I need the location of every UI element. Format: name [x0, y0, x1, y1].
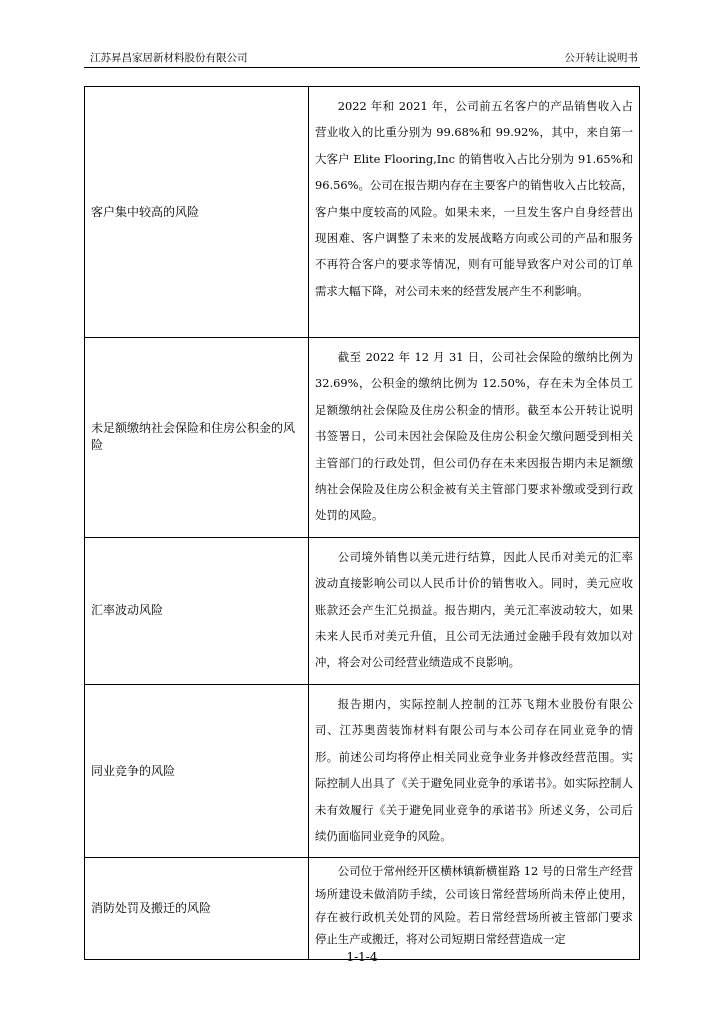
risk-name-cell: 同业竞争的风险	[85, 684, 309, 857]
risk-description-cell	[309, 537, 640, 684]
page-header	[84, 50, 640, 68]
table-row	[85, 537, 640, 684]
table-row	[85, 87, 640, 338]
table-row	[85, 858, 640, 959]
risk-description-cell	[309, 684, 640, 857]
risk-description: 公司位于常州经开区横林镇新横崔路 12 号的日常生产经营场所建设未做消防手续，公司该日常经营场所尚未停止使用，存在被行政机关处罚的风险。若日常经营场所被主管部门要求停止生产或搬迁，将对公司短期日常经营造成一定	[315, 864, 633, 947]
risk-description: 报告期内，实际控制人控制的江苏飞翔木业股份有限公司、江苏奥茵装饰材料有限公司与本公司存在同业竞争的情形。前述公司均将停止相关同业竞争业务并修改经营范围。实际控制人出具了《关于避免同业竞争的承诺书》。如实际控制人未有效履行《关于避免同业竞争的承诺书》所述义务，公司后续仍面临同业竞争的风险。	[315, 696, 633, 843]
table-row	[85, 684, 640, 857]
header-company-name: 江苏昇昌家居新材料股份有限公司	[90, 52, 248, 64]
risk-name-cell: 客户集中较高的风险	[85, 87, 309, 338]
risk-description: 截至 2022 年 12 月 31 日，公司社会保险的缴纳比例为 32.69%，公积金的缴纳比例为 12.50%，存在未为全体员工足额缴纳社会保险及住房公积金的情形。截至本公开转让说明书签署日，公司未因社会保险及住房公积金欠缴问题受到相关主管部门的行政处罚，但公司仍存在未来因报告期内未足额缴纳社会保险及住房公积金被有关主管部门要求补缴或受到行政处罚的风险。	[315, 350, 633, 523]
page-number: 1-1-4	[346, 950, 378, 964]
risk-name-cell: 消防处罚及搬迁的风险	[85, 858, 309, 959]
risk-table	[84, 86, 640, 960]
risk-name-cell: 未足额缴纳社会保险和住房公积金的风险	[85, 338, 309, 538]
risk-description-cell	[309, 858, 640, 959]
risk-description-cell	[309, 87, 640, 338]
table-row	[85, 338, 640, 538]
risk-description: 公司境外销售以美元进行结算，因此人民币对美元的汇率波动直接影响公司以人民币计价的销售收入。同时，美元应收账款还会产生汇兑损益。报告期内，美元汇率波动较大，如果未来人民币对美元升值，且公司无法通过金融手段有效加以对冲，将会对公司经营业绩造成不良影响。	[315, 549, 633, 670]
header-document-title: 公开转让说明书	[564, 52, 638, 64]
risk-description-cell	[309, 338, 640, 538]
risk-description: 2022 年和 2021 年，公司前五名客户的产品销售收入占营业收入的比重分别为 99.68%和 99.92%，其中，来自第一大客户 Elite Flooring,Inc 的销售收入占比分别为 91.65%和 96.56%。公司在报告期内存在主要客户的销售收入占比较高，客户集中度较高的风险。如果未来，一旦发生客户自身经营出现困难、客户调整了未来的发展战略方向或公司的产品和服务不再符合客户的要求等情况，则有可能导致客户对公司的订单需求大幅下降，对公司未来的经营发展产生不利影响。	[315, 99, 633, 298]
risk-name-cell: 汇率波动风险	[85, 537, 309, 684]
